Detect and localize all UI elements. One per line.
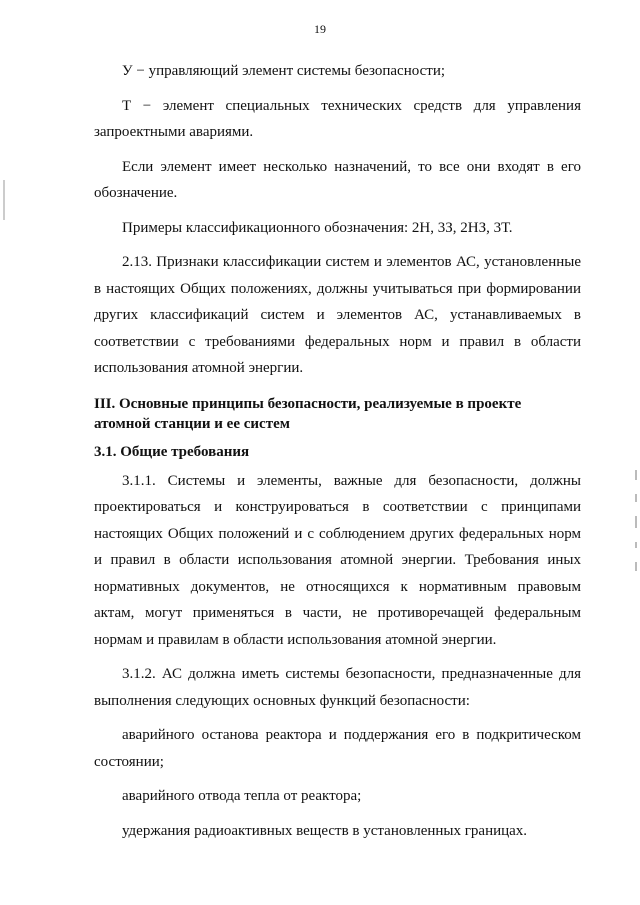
- document-body: [94, 58, 581, 852]
- subsection-title: 3.1. Общие требования: [94, 443, 250, 460]
- scan-edge-mark: [3, 180, 5, 220]
- paragraph-examples: Примеры классификационного обозначения: 2Н, 3З, 2НЗ, 3Т.: [122, 219, 513, 236]
- paragraph-3-1-2: 3.1.2. АС должна иметь системы безопасности, предназначенные для выполнения следующих основных функций безопасности:: [94, 666, 581, 709]
- paragraph-u-definition: У − управляющий элемент системы безопасности;: [122, 63, 446, 79]
- list-item-containment: удержания радиоактивных веществ в установленных границах.: [122, 822, 528, 839]
- paragraph-3-1-1: 3.1.1. Системы и элементы, важные для безопасности, должны проектироваться и конструироваться в соответствии с принципами настоящих Общих положений и с соблюдением других федеральных норм и правил в области использования атомной энергии. Требования иных нормативных документов, не относящихся к нормативным правовым актам, могут применяться в части, не противоречащей федеральным нормам и правилам в области использования атомной энергии.: [94, 472, 581, 648]
- scan-edge-marks: [635, 470, 638, 770]
- list-item-emergency-shutdown: аварийного останова реактора и поддержания его в подкритическом состоянии;: [94, 727, 581, 770]
- paragraph-multiple-purposes: Если элемент имеет несколько назначений, то все они входят в его обозначение.: [94, 158, 581, 201]
- page-number: 19: [314, 22, 326, 36]
- paragraph-2-13: 2.13. Признаки классификации систем и элементов АС, установленные в настоящих Общих положениях, должны учитываться при формировании других классификаций систем и элементов АС, устанавливаемых в соответствии с требованиями федеральных норм и правил в области использования атомной энергии.: [94, 254, 581, 376]
- list-item-heat-removal: аварийного отвода тепла от реактора;: [122, 788, 362, 804]
- paragraph-t-definition: Т − элемент специальных технических средств для управления запроектными авариями.: [94, 97, 581, 140]
- section-title-line1: III. Основные принципы безопасности, реализуемые в проекте: [94, 395, 522, 412]
- section-title-line2: атомной станции и ее систем: [94, 415, 290, 432]
